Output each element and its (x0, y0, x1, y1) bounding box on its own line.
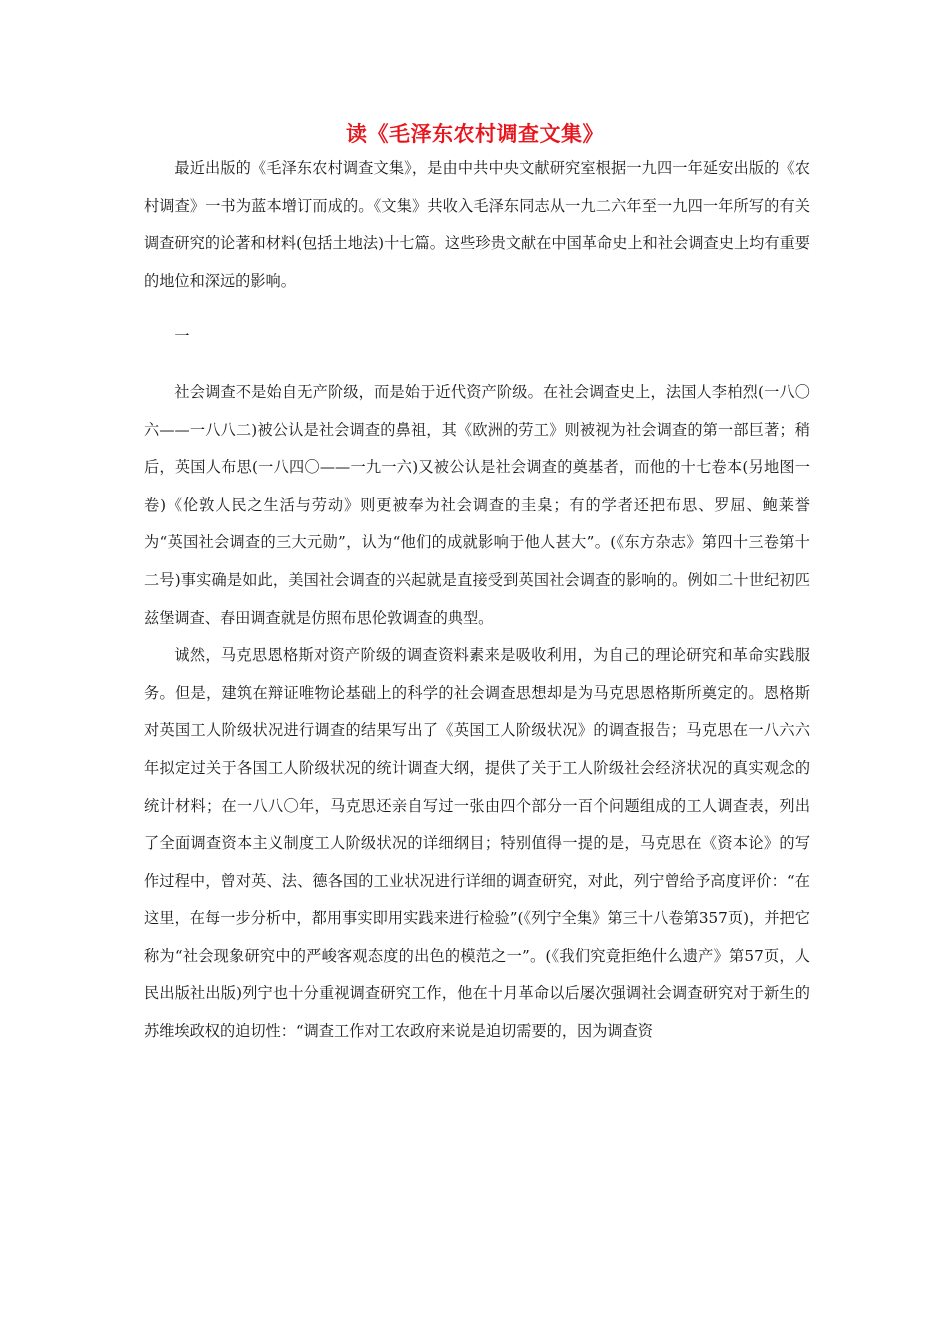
paragraph-intro: 最近出版的《毛泽东农村调查文集》，是由中共中央文献研究室根据一九四一年延安出版的《农村调查》一书为蓝本增订而成的。《文集》共收入毛泽东同志从一九二六年至一九四一年所写的有关调查研究的论著和材料(包括土地法)十七篇。这些珍贵文献在中国革命史上和社会调查史上均有重要的地位和深远的影响。 (144, 159, 810, 290)
paragraph-history: 社会调查不是始自无产阶级，而是始于近代资产阶级。在社会调查史上，法国人李柏烈(一八〇六——一八八二)被公认是社会调查的鼻祖，其《欧洲的劳工》则被视为社会调查的第一部巨著；稍后，英国人布思(一八四〇——一九一六)又被公认是社会调查的奠基者，而他的十七卷本(另地图一卷)《伦敦人民之生活与劳动》则更被奉为社会调查的圭臬；有的学者还把布思、罗屈、鲍莱誉为“英国社会调查的三大元勋”，认为“他们的成就影响于他人甚大”。(《东方杂志》第四十三卷第十二号)事实确是如此，美国社会调查的兴起就是直接受到英国社会调查的影响的。例如二十世纪初匹兹堡调查、春田调查就是仿照布思伦敦调查的典型。 (144, 382, 810, 627)
section-number: 一 (174, 327, 190, 346)
document-body (144, 150, 810, 1051)
document-title: 读《毛泽东农村调查文集》 (346, 121, 604, 146)
paragraph-marx-engels: 诚然，马克思恩格斯对资产阶级的调查资料素来是吸收利用，为自己的理论研究和革命实践服务。但是，建筑在辩证唯物论基础上的科学的社会调查思想却是为马克思恩格斯所奠定的。恩格斯对英国工人阶级状况进行调查的结果写出了《英国工人阶级状况》的调查报告；马克思在一八六六年拟定过关于各国工人阶级状况的统计调查大纲，提供了关于工人阶级社会经济状况的真实观念的统计材料；在一八八〇年，马克思还亲自写过一张由四个部分一百个问题组成的工人调查表，列出了全面调查资本主义制度工人阶级状况的详细纲目；特别值得一提的是，马克思在《资本论》的写作过程中，曾对英、法、德各国的工业状况进行详细的调查研究，对此，列宁曾给予高度评价：“在这里，在每一步分析中，都用事实即用实践来进行检验”(《列宁全集》第三十八卷第357页)，并把它称为“社会现象研究中的严峻客观态度的出色的模范之一”。(《我们究竟拒绝什么遗产》第57页，人民出版社出版)列宁也十分重视调查研究工作，他在十月革命以后屡次强调社会调查研究对于新生的苏维埃政权的迫切性：“调查工作对工农政府来说是迫切需要的，因为调查资 (144, 646, 810, 1041)
